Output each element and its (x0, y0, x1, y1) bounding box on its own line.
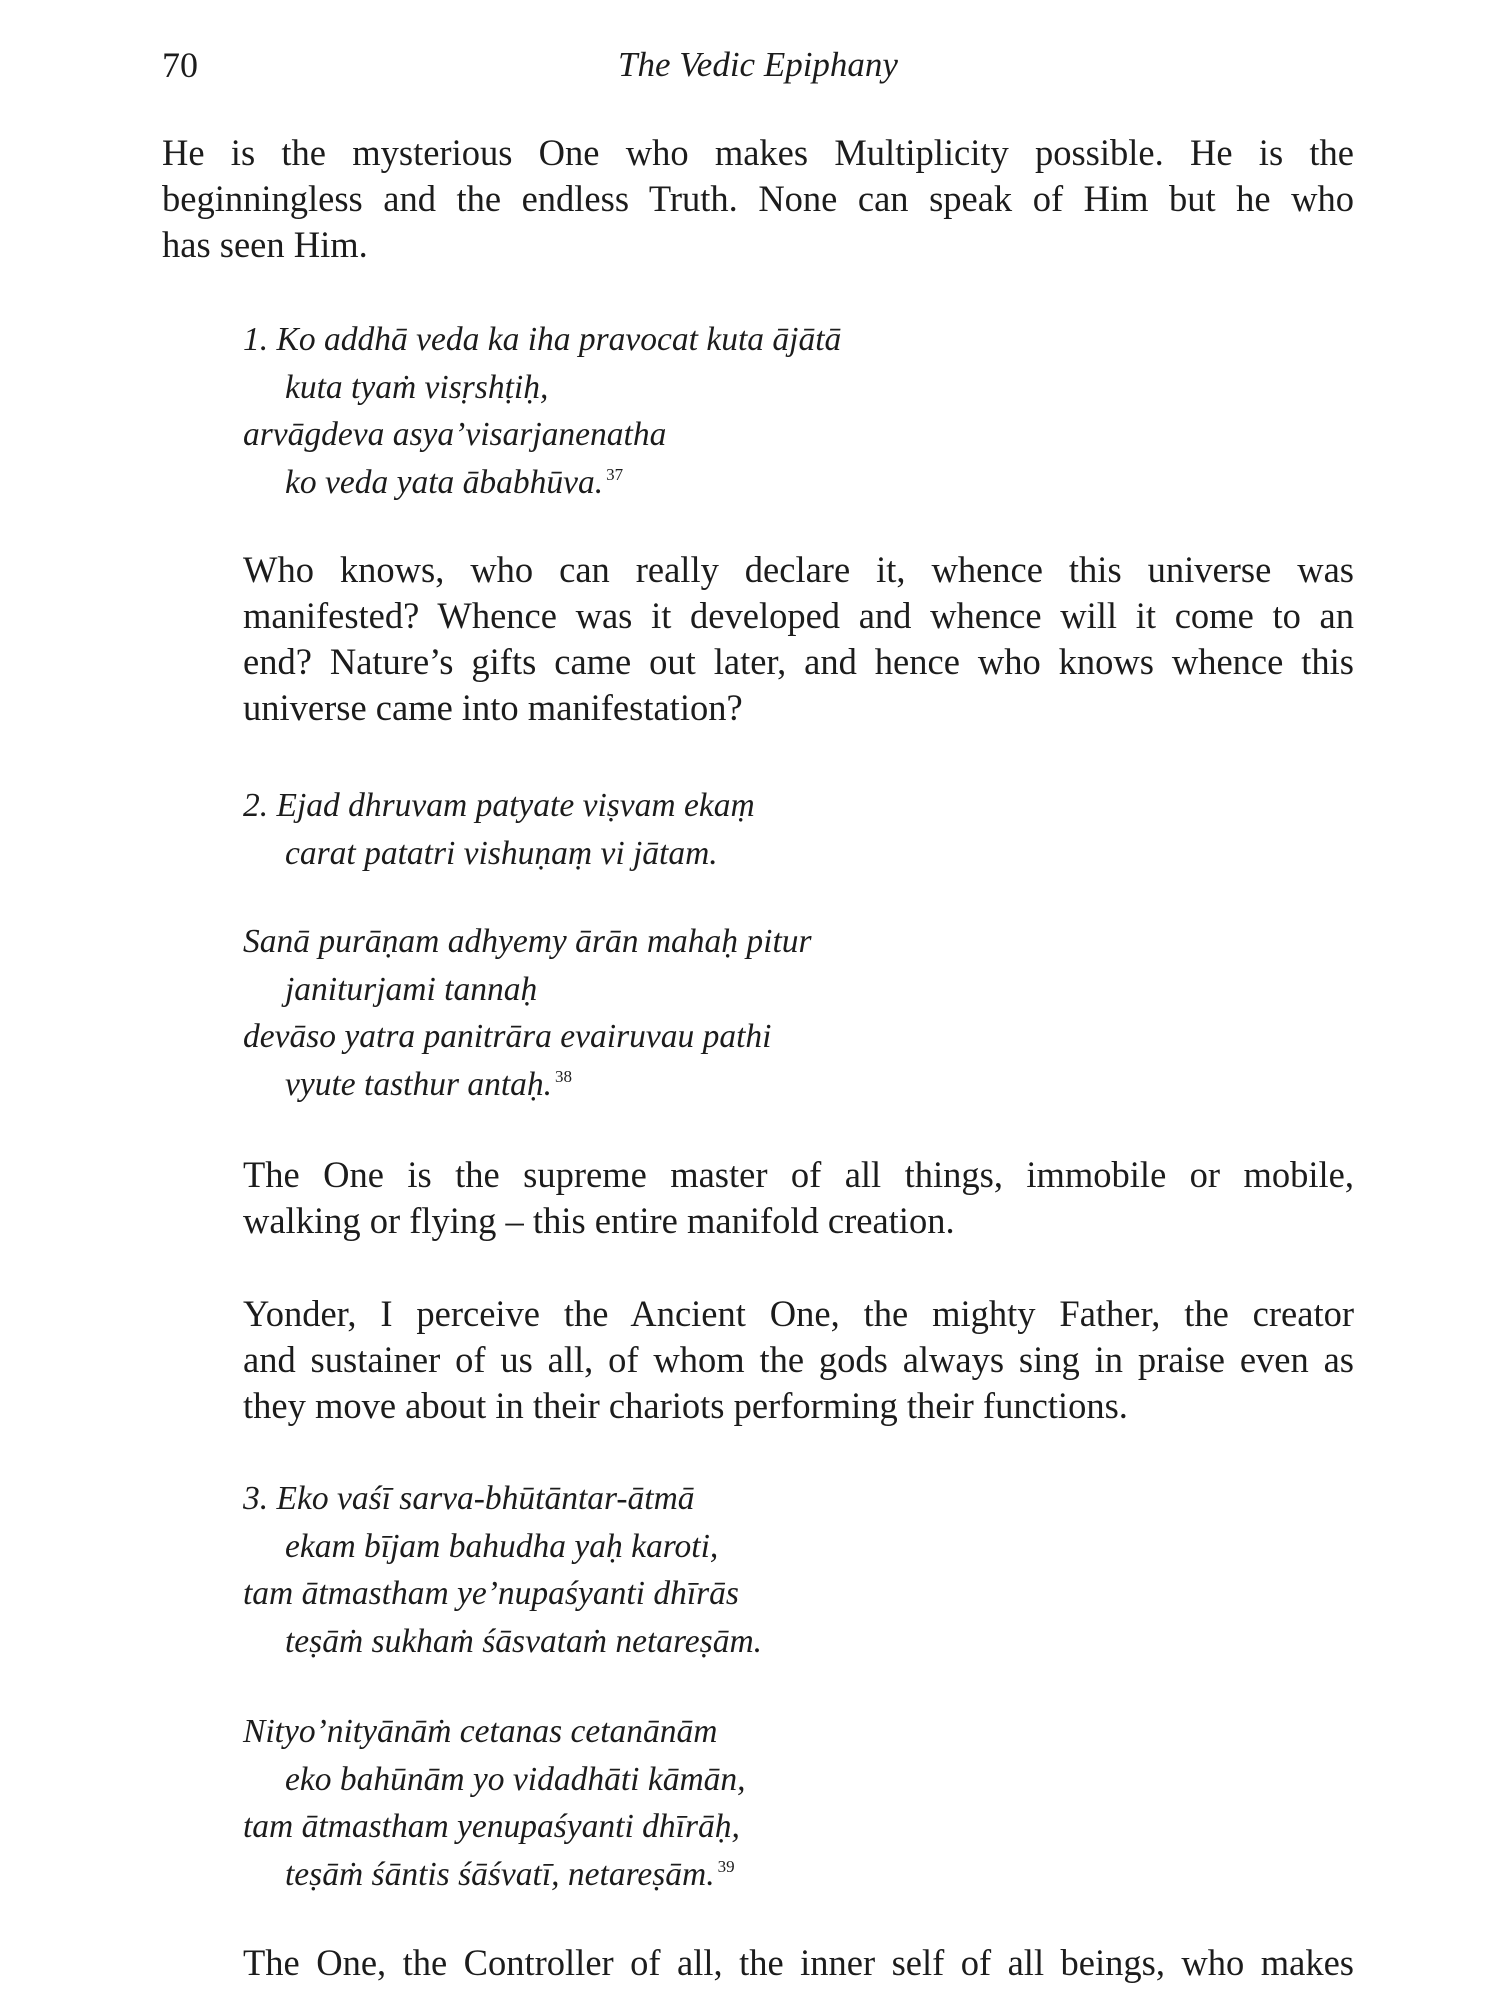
verse-line (243, 1851, 746, 1899)
intro-paragraph (162, 130, 1354, 268)
verse-3b (243, 1708, 746, 1898)
verse-line: teṣāṁ sukhaṁ śāsvataṁ netareṣām. (285, 1622, 763, 1660)
translation-3 (243, 1940, 1354, 1986)
text-line: and sustainer of us all, of whom the gods always sing in praise even as (243, 1339, 1354, 1380)
verse-line: tam ātmastham ye’nupaśyanti dhīrās (243, 1575, 739, 1612)
verse-line: devāso yatra panitrāra evairuvau pathi (243, 1018, 772, 1055)
text-line: end? Nature’s gifts came out later, and hence who knows whence this (243, 641, 1354, 682)
text-line: walking or flying – this entire manifold creation. (243, 1200, 955, 1241)
verse-line: carat patatri vishuṇaṃ vi jātam. (285, 834, 718, 872)
verse-line: ekam bījam bahudha yaḥ karoti, (285, 1527, 719, 1565)
page-number: 70 (162, 45, 198, 85)
verse-2b (243, 918, 812, 1108)
verse-line: Nityo’nityānāṁ cetanas cetanānām (243, 1713, 718, 1750)
text-line: The One is the supreme master of all things, immobile or mobile, (243, 1154, 1354, 1195)
translation-2b (243, 1291, 1354, 1429)
verse-line: janiturjami tannaḥ (285, 970, 538, 1008)
footnote-ref-37: 37 (606, 465, 624, 485)
text-line: The One, the Controller of all, the inner self of all beings, who makes (243, 1942, 1354, 1983)
running-title: The Vedic Epiphany (618, 45, 898, 84)
verse-line: arvāgdeva asya’visarjanenatha (243, 416, 667, 453)
verse-line (243, 1061, 812, 1109)
text-line: has seen Him. (162, 224, 368, 265)
verse-line: 1. Ko addhā veda ka iha pravocat kuta ājātā (243, 321, 842, 358)
text-line: Who knows, who can really declare it, whence this universe was (243, 549, 1354, 590)
text-line: they move about in their chariots performing their functions. (243, 1385, 1128, 1426)
text-line: He is the mysterious One who makes Multiplicity possible. He is the (162, 132, 1354, 173)
verse-line: 2. Ejad dhruvam patyate viṣvam ekaṃ (243, 787, 755, 824)
footnote-ref-39: 39 (717, 1857, 735, 1877)
text-line: manifested? Whence was it developed and whence will it come to an (243, 595, 1354, 636)
footnote-ref-38: 38 (555, 1067, 573, 1087)
verse-line: tam ātmastham yenupaśyanti dhīrāḥ, (243, 1808, 740, 1845)
running-head (162, 40, 1354, 90)
verse-line-text: ko veda yata ābabhūva. (285, 463, 604, 501)
verse-line: kuta tyaṁ visṛshṭiḥ, (285, 368, 549, 406)
verse-line: Sanā purāṇam adhyemy ārān mahaḥ pitur (243, 923, 812, 960)
translation-1 (243, 547, 1354, 731)
verse-line: 3. Eko vaśī sarva-bhūtāntar-ātmā (243, 1480, 695, 1517)
verse-1 (243, 316, 841, 506)
text-line: universe came into manifestation? (243, 687, 743, 728)
verse-2a (243, 782, 755, 877)
text-line: beginningless and the endless Truth. None can speak of Him but he who (162, 178, 1354, 219)
verse-3a (243, 1475, 762, 1665)
verse-line-text: teṣāṁ śāntis śāśvatī, netareṣām. (285, 1855, 715, 1893)
verse-line-text: vyute tasthur antaḥ. (285, 1065, 553, 1103)
translation-2a (243, 1152, 1354, 1244)
text-line: Yonder, I perceive the Ancient One, the mighty Father, the creator (243, 1293, 1354, 1334)
verse-line (243, 459, 841, 507)
verse-line: eko bahūnām yo vidadhāti kāmān, (285, 1760, 746, 1798)
